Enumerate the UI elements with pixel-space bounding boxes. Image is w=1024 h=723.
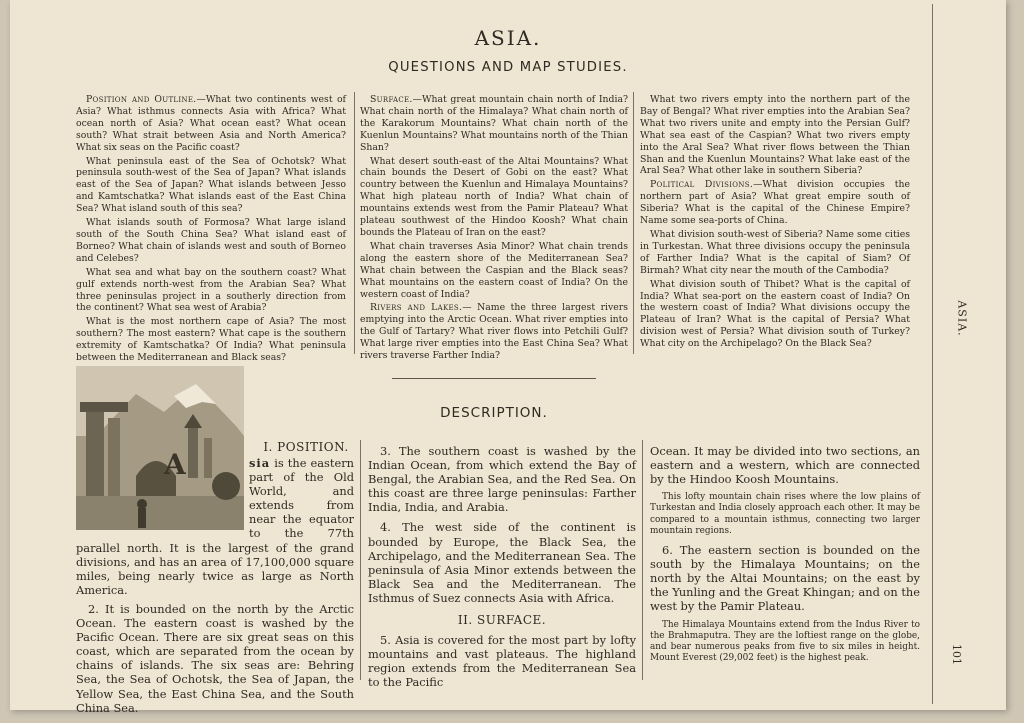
paragraph: What sea and what bay on the southern coast? What gulf extends north-west from the Arabian Sea? What three peninsulas project in a southerly direction from the continent? What sea west of Arabia? — [76, 266, 346, 314]
section-subtitle: QUESTIONS AND MAP STUDIES. — [388, 60, 628, 75]
paragraph: 6. The eastern section is bounded on the south by the Himalaya Mountains; on the north by the Altai Mountains; on the east by the Yunling and the Great Khingan; and on the west by the Pamir Plateau. — [650, 543, 920, 614]
description-column-3 — [650, 444, 920, 670]
paragraph: — Name the three largest rivers emptying into the Arctic Ocean. What river empties into the Gulf of Tartary? What river flows into Petchili Gulf? What large river empties into the East China Sea? What rivers traverse Farther India? — [360, 302, 628, 362]
drop-cap: A — [164, 448, 186, 481]
paragraph: 4. The west side of the continent is bounded by Europe, the Black Sea, the Archipelago, and the Mediterranean Sea. The peninsula of Asia Minor extends between the Black Sea and the Mediterranean. The Isthmus of Suez connects Asia with Africa. — [368, 520, 636, 605]
float-spacer — [76, 456, 249, 538]
footnote: This lofty mountain chain rises where the low plains of Turkestan and India closely approach each other. It may be compared to a mountain isthmus, connecting two larger mountain regions. — [650, 492, 920, 536]
run-in-heading: Surface. — [370, 94, 413, 105]
run-in-heading: Political Divisions. — [650, 179, 754, 191]
paragraph: What chain traverses Asia Minor? What chain trends along the eastern shore of the Mediterranean Sea? What chain between the Caspian and the Black seas? What mountains on the eastern coast of India? On the western coast of India? — [360, 240, 628, 300]
running-title: ASIA. — [955, 300, 969, 337]
paragraph: What desert south-east of the Altai Mountains? What chain bounds the Desert of Gobi on the east? What country between the Kuenlun and Himalaya Mountains? What high plateau north of India? What chain of mountains extends west from the Pamir Plateau? What plateau southwest of the Hindoo Koosh? What chain bounds the Plateau of Iran on the east? — [360, 155, 628, 238]
description-heading: DESCRIPTION. — [440, 405, 548, 421]
paragraph: —What division occupies the northern part of Asia? What great empire south of Siberia? What is the capital of the Chinese Empire? Name some sea-ports of China. — [640, 179, 911, 227]
questions-column-1 — [76, 94, 346, 366]
paragraph: What two rivers empty into the northern part of the Bay of Bengal? What river empties into the Arabian Sea? What two rivers unite and empty into the Persian Gulf? What sea east of the Caspian? What two rivers empty into the Aral Sea? What river flows between the Thian Shan and the Kuenlun Mountains? What lake east of the Aral Sea? What other lake in southern Siberia? — [640, 94, 910, 177]
paragraph: What is the most northern cape of Asia? The most southern? The most eastern? What cape is the southern extremity of Kamtschatka? Of India? What peninsula between the Mediterranean and Black seas? — [76, 316, 346, 364]
questions-column-3 — [640, 94, 910, 352]
column-rule — [642, 440, 643, 680]
column-rule — [360, 440, 361, 680]
position-heading: I. POSITION. — [263, 440, 349, 454]
margin-rule — [932, 4, 933, 704]
paragraph: What division south of Thibet? What is the capital of India? What sea-port on the eastern coast of India? On the western coast of India? What divisions occupy the Plateau of Iran? What is the capital of Persia? What division west of Persia? What division south of Turkey? What city on the Archipelago? On the Black Sea? — [640, 278, 910, 350]
section-divider — [392, 378, 596, 379]
paragraph: 5. Asia is covered for the most part by lofty mountains and vast plateaus. The highland region extends from the Mediterranean Sea to the Pacific — [368, 633, 636, 690]
paragraph: Ocean. It may be divided into two sections, an eastern and a western, which are connected by the Hindoo Koosh Mountains. — [650, 444, 920, 487]
description-column-1 — [76, 456, 354, 721]
page-title: ASIA. — [474, 26, 542, 50]
book-page — [10, 0, 1006, 715]
run-in-heading: Position and Outline. — [86, 94, 197, 105]
column-rule — [633, 92, 634, 354]
questions-column-2 — [360, 94, 628, 364]
paragraph: What peninsula east of the Sea of Ochotsk? What peninsula south-west of the Sea of Japan? What islands east of the Sea of Japan? What islands between Jesso and Kamtschatka? What islands east of the East China Sea? What island south of this sea? — [76, 155, 346, 215]
footnote: The Himalaya Mountains extend from the Indus River to the Brahmaputra. They are the loftiest range on the globe, and bear numerous peaks from five to six miles in height. Mount Everest (29,002 feet) is the highest peak. — [650, 619, 920, 664]
paragraph: What division south-west of Siberia? Name some cities in Turkestan. What three divisions occupy the peninsula of Farther India? What is the capital of Siam? Of Birmah? What city near the mouth of the Cambodia? — [640, 228, 910, 276]
page-number: 101 — [950, 644, 963, 665]
paragraph: What islands south of Formosa? What large island south of the South China Sea? What island east of Borneo? What chain of islands west and south of Borneo and Celebes? — [76, 217, 346, 264]
paragraph: 2. It is bounded on the north by the Arctic Ocean. The eastern coast is washed by the Pacific Ocean. There are six great seas on this coast, which are separated from the ocean by chains of islands. The six seas are: Behring Sea, the Sea of Ochotsk, the Sea of Japan, the Yellow Sea, the East China Sea, and the South China Sea. — [76, 601, 354, 715]
paragraph: —What great mountain chain north of India? What chain north of the Himalaya? What chain north of the Karakorum Mountains? What chain north of the Kuenlun Mountains? What mountains north of the Thian Shan? — [360, 94, 628, 153]
surface-heading: II. SURFACE. — [457, 613, 547, 628]
column-rule — [354, 92, 355, 354]
paragraph: —What two continents west of Asia? What isthmus connects Asia with Africa? What ocean north of Asia? What ocean east? What ocean south? What strait between Asia and North America? What six seas on the Pacific coast? — [76, 94, 346, 153]
paragraph: is the eastern part of the Old World, and extends from near the equator to the 77th parallel north. It is the largest of the grand divisions, and has an area of 17,100,000 square miles, being nearly twice as large as North America. — [76, 456, 354, 597]
description-column-2 — [368, 444, 636, 696]
run-in-heading: Rivers and Lakes. — [370, 302, 463, 314]
paragraph: 3. The southern coast is washed by the Indian Ocean, from which extend the Bay of Bengal, the Arabian Sea, and the Red Sea. On this coast are three large peninsulas: Farther India, India, and Arabia. — [368, 444, 636, 515]
lead-word: sia — [249, 456, 271, 470]
